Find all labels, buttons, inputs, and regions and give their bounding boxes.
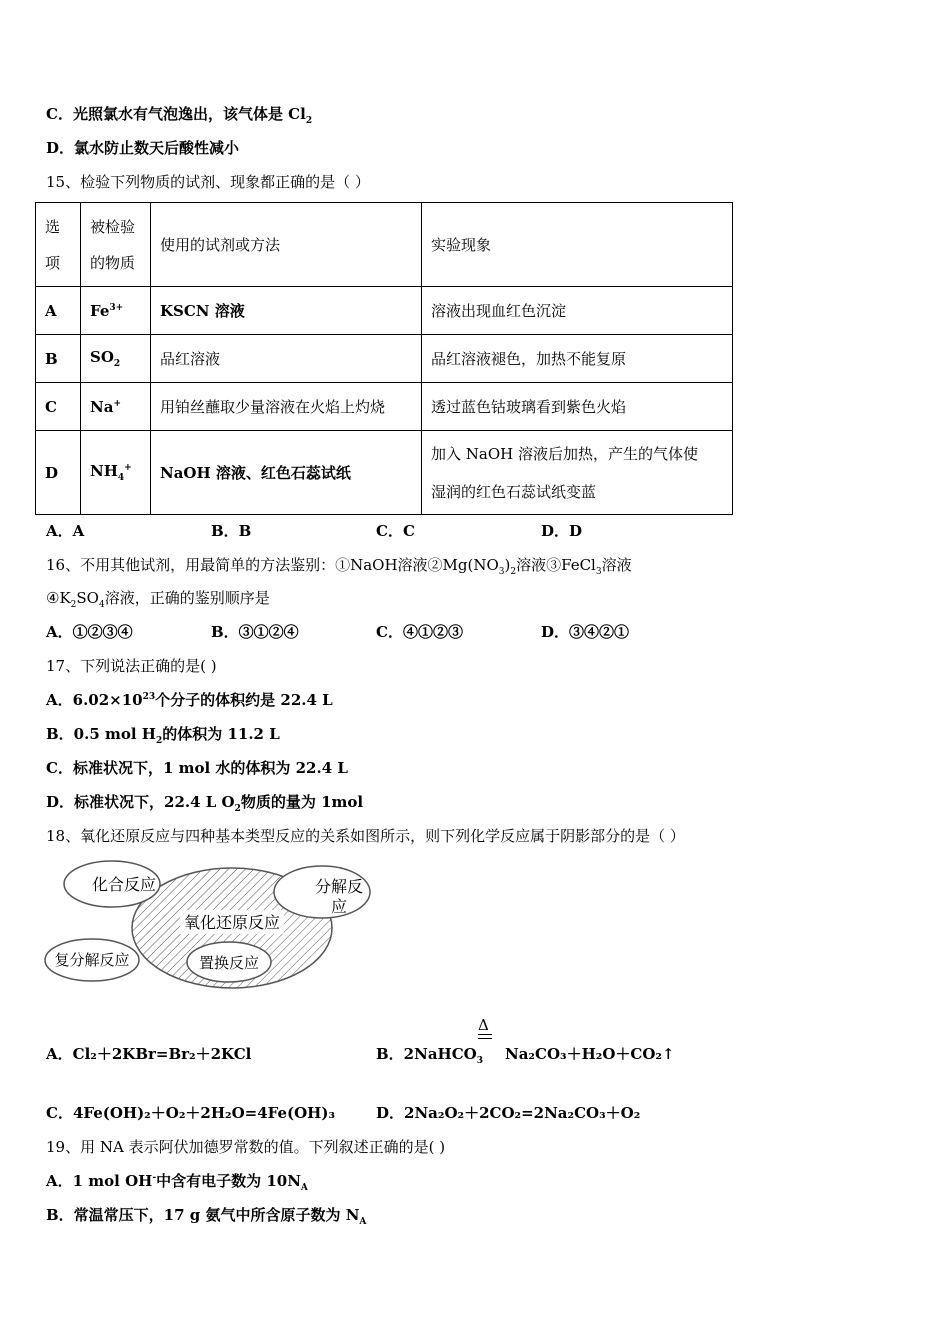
q16-answer-b: B．③①②④ [211, 623, 299, 641]
q16-answer-d: D．③④②① [541, 623, 630, 641]
row-phenomenon: 透过蓝色钴玻璃看到紫色火焰 [422, 383, 733, 431]
q15-answer-d: D．D [541, 522, 583, 540]
row-reagent: KSCN 溶液 [151, 287, 422, 335]
row-substance: $Fe^{3+}$ [81, 287, 151, 335]
row-substance: Na+ [81, 383, 151, 431]
q18-option-b: B．2NaHCO$_3$ Na₂CO₃＋H₂O＋CO₂↑ [376, 1045, 675, 1066]
table-row [36, 335, 733, 383]
label-double-displacement: 复分解反应 [54, 951, 130, 969]
row-option: A [36, 287, 81, 335]
row-phenomenon: 品红溶液褪色，加热不能复原 [422, 335, 733, 383]
q18-option-d: D．2Na₂O₂＋2CO₂=2Na₂CO₃＋O₂ [376, 1104, 641, 1122]
row-option: B [36, 335, 81, 383]
table-row [36, 431, 733, 515]
reaction-arrow-equals [478, 1034, 492, 1039]
q19-option-b: B．常温常压下，17 g 氨气中所含原子数为 $N_A$ [46, 1206, 367, 1227]
q16-stem-line1: 16、不用其他试剂，用最简单的方法鉴别：①NaOH溶液$②Mg(NO_3)_2$溶液③FeCl$_3$溶液 [46, 556, 632, 577]
q17-option-b: B．0.5 mol $H_2$的体积为 11.2 L [46, 725, 280, 746]
q19-option-a: A．1 mol OH-中含有电子数为 $10N_A$ [46, 1172, 308, 1193]
row-reagent: 用铂丝蘸取少量溶液在火焰上灼烧 [151, 383, 422, 431]
q15-answer-c: C．C [376, 522, 415, 540]
row-phenomenon: 加入 NaOH 溶液后加热，产生的气体使 湿润的红色石蕊试纸变蓝 [422, 431, 733, 515]
label-decomposition-1: 分解反 [314, 877, 364, 896]
heat-delta-symbol: Δ [478, 1016, 489, 1034]
row-reagent: 品红溶液 [151, 335, 422, 383]
q14-option-d: D．氯水防止数天后酸性减小 [46, 139, 240, 157]
row-substance: $SO_2$ [81, 335, 151, 383]
q17-stem: 17、下列说法正确的是( ) [46, 657, 217, 675]
row-reagent: NaOH 溶液、红色石蕊试纸 [151, 431, 422, 515]
q18-option-c: C．4Fe(OH)₂＋O₂＋2H₂O=4Fe(OH)₃ [46, 1104, 336, 1122]
header-reagent: 使用的试剂或方法 [151, 203, 422, 287]
q18-stem: 18、氧化还原反应与四种基本类型反应的关系如图所示，则下列化学反应属于阴影部分的是（ ） [46, 827, 685, 845]
q18-option-a: A．Cl₂＋2KBr=Br₂＋2KCl [46, 1045, 252, 1063]
q17-option-a: A．$6.02\times 10^{23}$个分子的体积约是 22.4 L [46, 691, 333, 709]
label-combination: 化合反应 [91, 875, 157, 894]
q15-table [35, 202, 733, 515]
row-option: D [36, 431, 81, 515]
label-redox: 氧化还原反应 [183, 913, 281, 932]
header-phenomenon: 实验现象 [422, 203, 733, 287]
q17-option-d: D．标准状况下，22.4 L $O_2$物质的量为 1mol [46, 793, 364, 814]
q17-option-c: C．标准状况下，1 mol 水的体积为 22.4 L [46, 759, 348, 777]
q16-stem-line2: $④K_2SO_4$溶液，正确的鉴别顺序是 [46, 589, 270, 610]
row-option: C [36, 383, 81, 431]
row-phenomenon: 溶液出现血红色沉淀 [422, 287, 733, 335]
q15-answer-b: B．B [211, 522, 252, 540]
reaction-venn-diagram [44, 858, 384, 990]
q14-option-c: C．光照氯水有气泡逸出，该气体是 $Cl_2$ [46, 105, 313, 126]
q16-answer-c: C．④①②③ [376, 623, 463, 641]
q16-answer-a: A．①②③④ [46, 623, 133, 641]
row-substance: $NH_4^+$ [81, 431, 151, 515]
q19-stem: 19、用 NA 表示阿伏加德罗常数的值。下列叙述正确的是( ) [46, 1138, 446, 1156]
label-decomposition-2: 应 [330, 897, 348, 916]
q15-answer-a: A．A [46, 522, 85, 540]
table-header-row [36, 203, 733, 287]
q15-stem: 15、检验下列物质的试剂、现象都正确的是（ ） [46, 173, 370, 191]
header-option: 选 项 [36, 203, 81, 287]
header-substance: 被检验 的物质 [81, 203, 151, 287]
table-row [36, 287, 733, 335]
table-row [36, 383, 733, 431]
label-displacement: 置换反应 [198, 954, 260, 972]
